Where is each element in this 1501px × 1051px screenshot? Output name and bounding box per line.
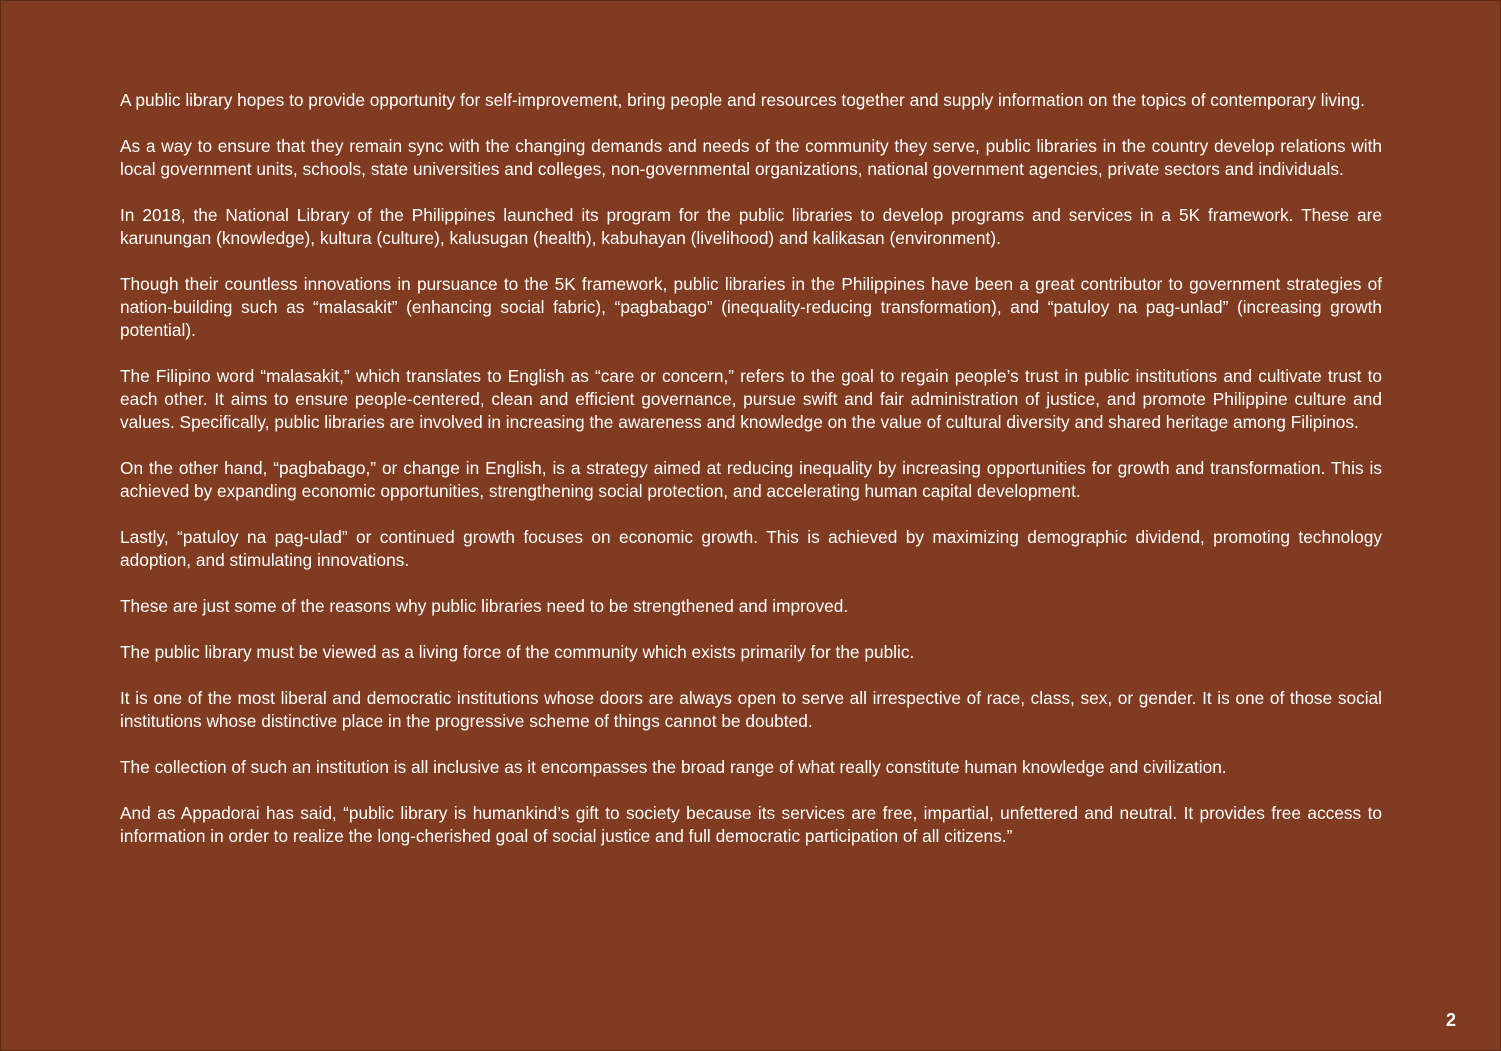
paragraph-5: The Filipino word “malasakit,” which translates to English as “care or concern,” refers to the goal to regain people’s trust in public institutions and cultivate trust to each other. It aims to ensure people-centered, clean and efficient governance, pursue swift and fair administration of justice, and promote Philippine culture and values. Specifically, public libraries are involved in increasing the awareness and knowledge on the value of cultural diversity and shared heritage among Filipinos. [120, 366, 1382, 432]
page-number: 2 [1445, 1010, 1456, 1030]
body-text [120, 89, 1382, 848]
paragraph-7: Lastly, “patuloy na pag-ulad” or continued growth focuses on economic growth. This is achieved by maximizing demographic dividend, promoting technology adoption, and stimulating innovations. [120, 527, 1382, 570]
paragraph-2: As a way to ensure that they remain sync with the changing demands and needs of the community they serve, public libraries in the country develop relations with local government units, schools, state universities and colleges, non-governmental organizations, national government agencies, private sectors and individuals. [120, 136, 1382, 179]
paragraph-6: On the other hand, “pagbabago,” or change in English, is a strategy aimed at reducing inequality by increasing opportunities for growth and transformation. This is achieved by expanding economic opportunities, strengthening social protection, and accelerating human capital development. [120, 458, 1382, 501]
paragraph-1: A public library hopes to provide opportunity for self-improvement, bring people and resources together and supply information on the topics of contemporary living. [120, 90, 1365, 110]
paragraph-4: Though their countless innovations in pursuance to the 5K framework, public libraries in the Philippines have been a great contributor to government strategies of nation-building such as “malasakit” (enhancing social fabric), “pagbabago” (inequality-reducing transformation), and “patuloy na pag-unlad” (increasing growth potential). [120, 274, 1382, 340]
paragraph-3: In 2018, the National Library of the Philippines launched its program for the public libraries to develop programs and services in a 5K framework. These are karunungan (knowledge), kultura (culture), kalusugan (health), kabuhayan (livelihood) and kalikasan (environment). [120, 205, 1382, 248]
paragraph-12: And as Appadorai has said, “public library is humankind’s gift to society because its services are free, impartial, unfettered and neutral. It provides free access to information in order to realize the long-cherished goal of social justice and full democratic participation of all citizens.” [120, 803, 1382, 846]
paragraph-9: The public library must be viewed as a living force of the community which exists primarily for the public. [120, 642, 915, 662]
paragraph-10: It is one of the most liberal and democratic institutions whose doors are always open to serve all irrespective of race, class, sex, or gender. It is one of those social institutions whose distinctive place in the progressive scheme of things cannot be doubted. [120, 688, 1382, 731]
paragraph-11: The collection of such an institution is all inclusive as it encompasses the broad range of what really constitute human knowledge and civilization. [120, 757, 1227, 777]
paragraph-8: These are just some of the reasons why public libraries need to be strengthened and improved. [120, 596, 849, 616]
